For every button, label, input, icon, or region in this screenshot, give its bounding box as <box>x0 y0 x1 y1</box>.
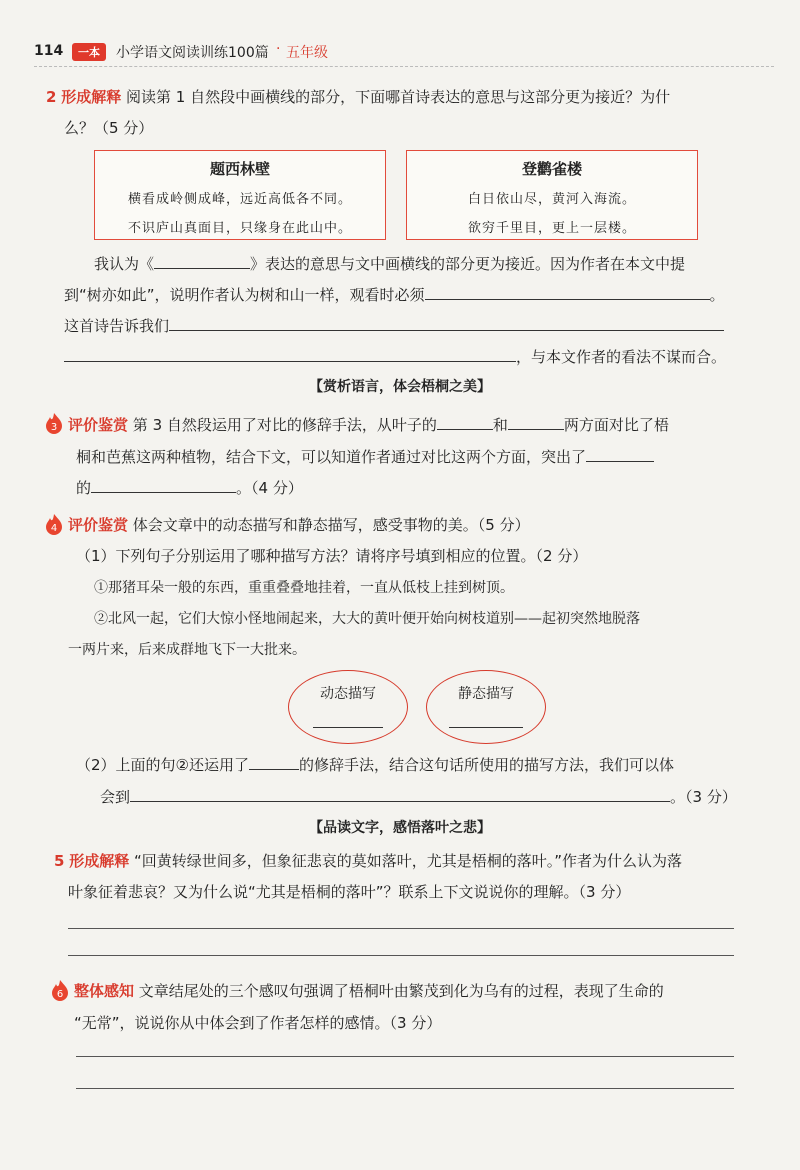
q3-blank-4[interactable] <box>91 492 236 493</box>
q5-tag: 形成解释 <box>69 852 130 870</box>
q5-text-line1: “回黄转绿世间多，但象征悲哀的莫如落叶，尤其是梧桐的落叶。”作者为什么认为落 <box>134 852 683 870</box>
poem-box-1 <box>94 150 386 240</box>
q3-tag: 评价鉴赏 <box>68 416 129 434</box>
q3-l2a: 桐和芭蕉这两种植物，结合下文，可以知道作者通过对比这两个方面，突出了 <box>76 448 587 466</box>
q6-answer-line-2[interactable] <box>76 1088 734 1089</box>
q2-answer-row2 <box>64 284 744 306</box>
q6-tag: 整体感知 <box>74 982 135 1000</box>
dot-separator: · <box>276 41 281 57</box>
static-blank[interactable] <box>449 727 523 728</box>
q3-l1b: 和 <box>492 416 508 434</box>
q5-text-line2: 叶象征着悲哀？又为什么说“尤其是梧桐的落叶”？联系上下文说说你的理解。（3 分） <box>68 883 631 901</box>
q4-sentence1: ①那猪耳朵一般的东西，重重叠叠地挂着，一直从低枝上挂到树顶。 <box>94 580 514 596</box>
poem2-line1: 白日依山尽，黄河入海流。 <box>467 192 636 207</box>
q3-l3a: 的 <box>76 479 92 497</box>
q2-ans-c1: 这首诗告诉我们 <box>64 317 170 335</box>
q2-blank-poem[interactable] <box>154 268 250 269</box>
q2-answer-row3 <box>64 315 744 337</box>
question-2 <box>46 86 746 108</box>
dynamic-ellipse <box>288 670 408 744</box>
flame-icon <box>44 412 64 434</box>
q4-sub2b: 的修辞手法，结合这句话所使用的描写方法，我们可以体 <box>299 756 675 774</box>
section-title-2: 【品读文字，感悟落叶之悲】 <box>309 820 491 836</box>
q2-ans-d2: ，与本文作者的看法不谋而合。 <box>516 348 727 366</box>
q4-sub2-line2 <box>100 786 760 808</box>
q5-answer-line-2[interactable] <box>68 955 734 956</box>
page-header <box>34 40 774 64</box>
dynamic-label: 动态描写 <box>320 686 376 702</box>
q2-text-line1: 阅读第 1 自然段中画横线的部分，下面哪首诗表达的意思与这部分更为接近？为什 <box>126 88 671 106</box>
q4-blank-feel[interactable] <box>130 801 670 802</box>
q3-blank-3[interactable] <box>586 461 654 462</box>
q6-text-line2: “无常”，说说你从中体会到了作者怎样的感情。（3 分） <box>74 1014 442 1032</box>
q5-line1 <box>54 850 754 872</box>
poem2-line2: 欲穷千里目，更上一层楼。 <box>467 221 636 236</box>
q2-text-line2: 么？（5 分） <box>64 119 154 137</box>
poem2-title: 登鹳雀楼 <box>521 160 582 178</box>
flame-icon <box>50 979 70 1001</box>
poem-box-2 <box>406 150 698 240</box>
static-label: 静态描写 <box>458 686 514 702</box>
q3-number: 3 <box>50 422 58 433</box>
poem1-line2: 不识庐山真面目，只缘身在此山中。 <box>127 221 352 236</box>
q2-blank-tell-cont[interactable] <box>64 361 516 362</box>
brand-badge: 一本 <box>72 43 106 61</box>
q4-sub2a: （2）上面的句②还运用了 <box>76 756 249 774</box>
q2-answer-row1 <box>94 253 744 275</box>
poem1-title: 题西林壁 <box>209 160 270 178</box>
section-title-1: 【赏析语言，体会梧桐之美】 <box>309 379 491 395</box>
q5-answer-line-1[interactable] <box>68 928 734 929</box>
q2-blank-must[interactable] <box>425 299 710 300</box>
q4-sub2-line1 <box>76 754 756 776</box>
page-number: 114 <box>34 43 64 59</box>
q6-text-line1: 文章结尾处的三个感叹句强调了梧桐叶由繁茂到化为乌有的过程，表现了生命的 <box>138 982 664 1000</box>
q4-sentence2b: 一两片来，后来成群地飞下一大批来。 <box>68 642 306 658</box>
q2-tag: 形成解释 <box>61 88 122 106</box>
book-title: 小学语文阅读训练100篇 <box>116 45 269 61</box>
q3-blank-2[interactable] <box>508 429 564 430</box>
q4-sub2d: 。（3 分） <box>670 788 737 806</box>
grade-label: 五年级 <box>286 45 328 61</box>
q3-blank-1[interactable] <box>437 429 493 430</box>
q4-sub2c: 会到 <box>100 788 131 806</box>
static-ellipse <box>426 670 546 744</box>
q4-line1 <box>68 514 748 536</box>
q4-tag: 评价鉴赏 <box>68 516 129 534</box>
q6-line1 <box>74 980 754 1002</box>
header-divider <box>34 66 774 67</box>
q3-line3 <box>76 477 756 499</box>
flame-icon <box>44 513 64 535</box>
q2-ans-b2: 。 <box>709 286 725 304</box>
q3-l1c: 两方面对比了梧 <box>563 416 669 434</box>
q2-blank-tell[interactable] <box>169 330 724 331</box>
q2-number: 2 <box>46 88 57 106</box>
poem1-line1: 横看成岭侧成峰，远近高低各不同。 <box>127 192 352 207</box>
q4-number: 4 <box>50 523 58 534</box>
q3-l1a: 第 3 自然段运用了对比的修辞手法，从叶子的 <box>132 416 437 434</box>
q2-ans-b1: 到“树亦如此”，说明作者认为树和山一样，观看时必须 <box>64 286 425 304</box>
q4-sentence2a: ②北风一起，它们大惊小怪地闹起来，大大的黄叶便开始向树枝道别——起初突然地脱落 <box>94 611 640 627</box>
q2-ans-a2: 》表达的意思与文中画横线的部分更为接近。因为作者在本文中提 <box>250 255 686 273</box>
q3-l3b: 。（4 分） <box>236 479 303 497</box>
q6-answer-line-1[interactable] <box>76 1056 734 1057</box>
q4-sub1: （1）下列句子分别运用了哪种描写方法？请将序号填到相应的位置。（2 分） <box>76 547 588 565</box>
q4-text: 体会文章中的动态描写和静态描写，感受事物的美。（5 分） <box>132 516 530 534</box>
q3-line1 <box>68 414 748 436</box>
q4-blank-rhetoric[interactable] <box>249 769 299 770</box>
q6-number: 6 <box>56 989 64 1000</box>
q3-line2 <box>76 446 756 468</box>
dynamic-blank[interactable] <box>313 727 383 728</box>
q5-number: 5 <box>54 852 65 870</box>
q2-ans-a1: 我认为《 <box>94 255 155 273</box>
q2-answer-row4 <box>64 346 744 368</box>
